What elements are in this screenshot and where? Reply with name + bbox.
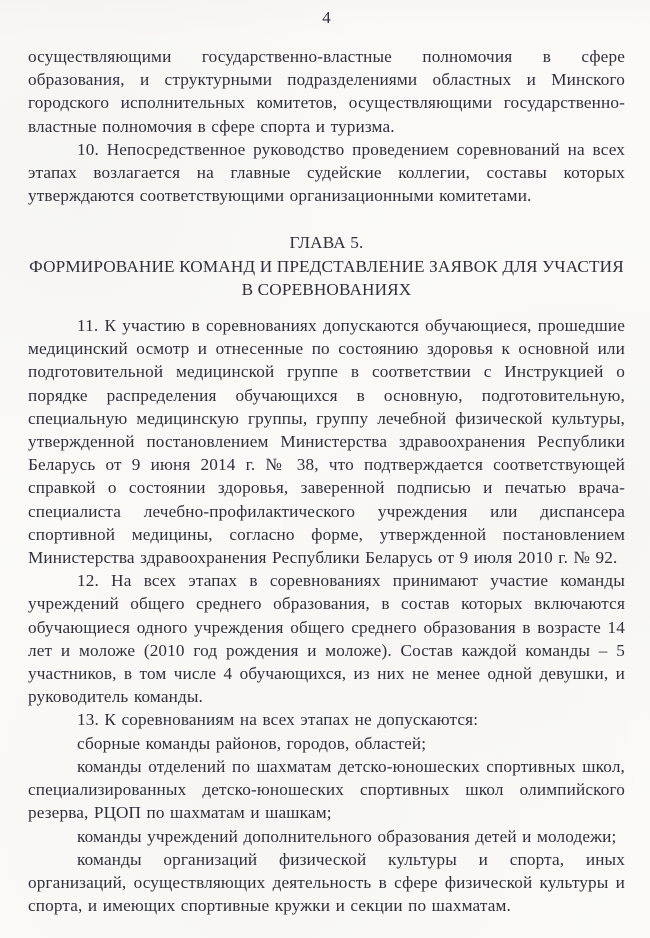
paragraph-item-13-intro: 13. К соревнованиям на всех этапах не допускаются: (77, 710, 479, 730)
paragraph-item-12: 12. На всех этапах в соревнованиях принимают участие команды учреждений общего среднего образования, в состав которых включаются обучающиеся одного учреждения общего среднего образования в возрасте 14 лет и моложе (2010 год рождения и моложе). Состав каждой команды – 5 участников, в том числе 4 обучающихся, из них не менее одной девушки, и руководитель команды. (28, 571, 625, 707)
page-number: 4 (322, 8, 331, 27)
list-item: команды организаций физической культуры и спорта, иных организаций, осуществляющих деятельность в сфере физической культуры и спорта, и имеющих спортивные кружки и секции по шахматам. (28, 849, 625, 916)
chapter-title: ФОРМИРОВАНИЕ КОМАНД И ПРЕДСТАВЛЕНИЕ ЗАЯВОК ДЛЯ УЧАСТИЯ В СОРЕВНОВАНИЯХ (29, 256, 624, 299)
paragraph-item-11: 11. К участию в соревнованиях допускаются обучающиеся, прошедшие медицинский осмотр и отнесенные по состоянию здоровья к основной или подготовительной медицинской группе в соответствии с Инструкцией о порядке распределения обучающихся в основную, подготовительную, специальную медицинскую группы, группу лечебной физической культуры, утвержденной постановлением Министерства здравоохранения Республики Беларусь от 9 июня 2014 г. № 38, что подтверждается соответствующей справкой о состоянии здоровья, заверенной подписью и печатью врача-специалиста лечебно-профилактического учреждения или диспансера спортивной медицины, согласно форме, утвержденной постановлением Министерства здравоохранения Республики Беларусь от 9 июля 2010 г. № 92. (28, 316, 625, 568)
chapter-heading (28, 231, 625, 301)
paragraph-continuation: осуществляющими государственно-властные полномочия в сфере образования, и структурными подразделениями областных и Минского городского исполнительных комитетов, осуществляющими государственно-властные полномочия в сфере спорта и туризма. (28, 47, 625, 136)
list-item: команды отделений по шахматам детско-юношеских спортивных школ, специализированных детско-юношеских спортивных школ олимпийского резерва, РЦОП по шахматам и шашкам; (28, 756, 625, 823)
chapter-number: ГЛАВА 5. (289, 233, 364, 253)
paragraph-item-10: 10. Непосредственное руководство проведением соревнований на всех этапах возлагается на главные судейские коллегии, составы которых утверждаются соответствующими организационными комитетами. (28, 139, 625, 206)
list-item: сборные команды районов, городов, областей; (77, 733, 427, 753)
list-item: команды учреждений дополнительного образования детей и молодежи; (77, 826, 617, 846)
